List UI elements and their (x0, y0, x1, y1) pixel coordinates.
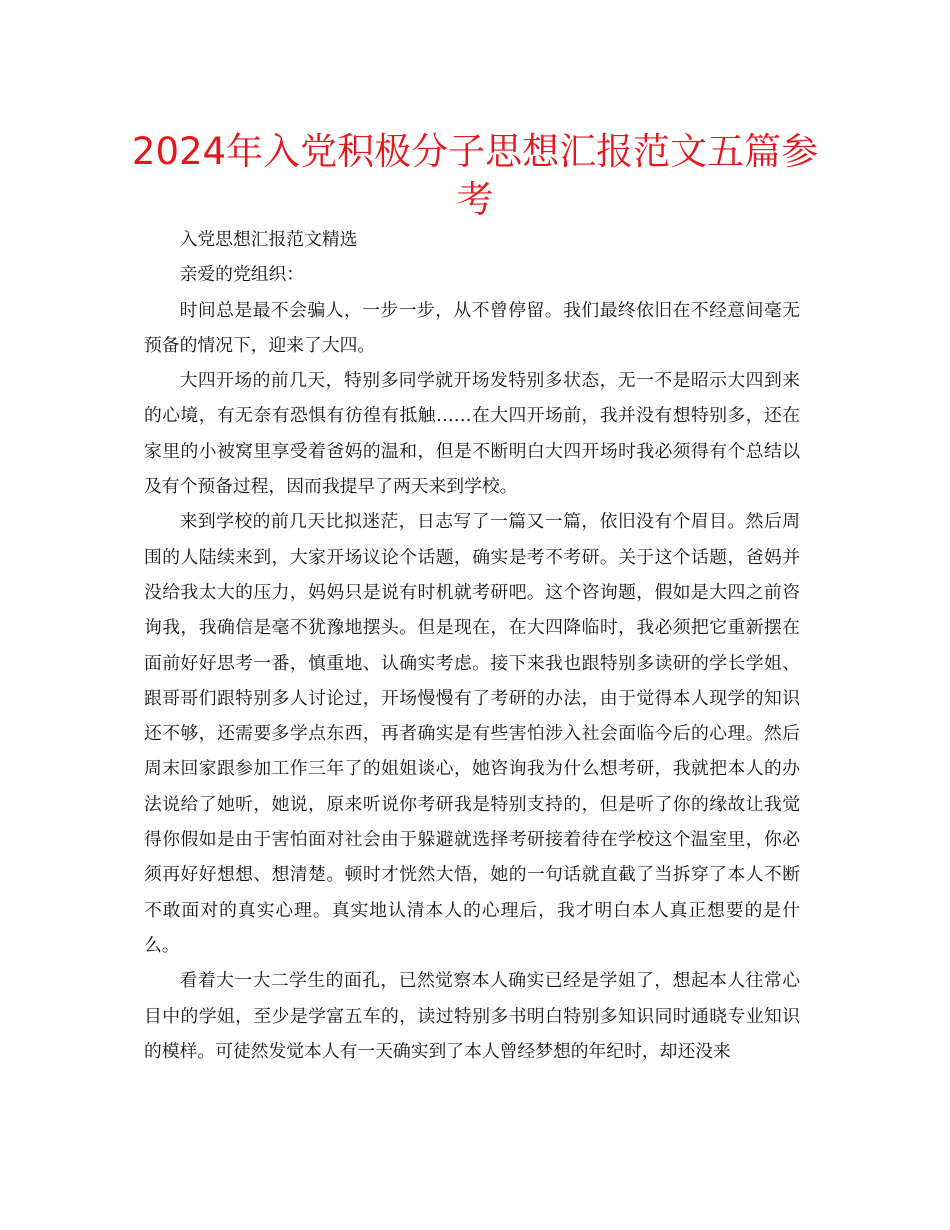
paragraph: 来到学校的前几天比拟迷茫，日志写了一篇又一篇，依旧没有个眉目。然后周围的人陆续来到，大家开场议论个话题，确实是考不考研。关于这个话题，爸妈并没给我太大的压力，妈妈只是说有时机就考研吧。这个咨询题，假如是大四之前咨询我，我确信是毫不犹豫地摆头。但是现在，在大四降临时，我必须把它重新摆在面前好好思考一番，慎重地、认确实考虑。接下来我也跟特别多读研的学长学姐、跟哥哥们跟特别多人讨论过，开场慢慢有了考研的办法，由于觉得本人现学的知识还不够，还需要多学点东西，再者确实是有些害怕涉入社会面临今后的心理。然后周末回家跟参加工作三年了的姐姐谈心，她咨询我为什么想考研，我就把本人的办法说给了她听，她说，原来听说你考研我是特别支持的，但是听了你的缘故让我觉得你假如是由于害怕面对社会由于躲避就选择考研接着待在学校这个温室里，你必须再好好想想、想清楚。顿时才恍然大悟，她的一句话就直截了当拆穿了本人不断不敢面对的真实心理。真实地认清本人的心理后，我才明白本人真正想要的是什么。 (144, 511, 800, 956)
subtitle-line: 入党思想汇报范文精选 (179, 229, 358, 250)
paragraph: 看着大一大二学生的面孔，已然觉察本人确实已经是学姐了，想起本人往常心目中的学姐，至少是学富五车的，读过特别多书明白特别多知识同时通晓专业知识的模样。可徒然发觉本人有一天确实到了本人曾经梦想的年纪时，却还没来 (144, 970, 800, 1062)
salutation: 亲爱的党组织： (179, 264, 305, 286)
paragraph: 时间总是最不会骗人，一步一步，从不曾停留。我们最终依旧在不经意间毫无预备的情况下，迎来了大四。 (144, 299, 800, 356)
document-body (144, 222, 800, 1069)
document-title: 2024年入党积极分子思想汇报范文五篇参考 (131, 130, 819, 221)
paragraph: 大四开场的前几天，特别多同学就开场发特别多状态，无一不是昭示大四到来的心境，有无奈有恐惧有彷徨有抵触……在大四开场前，我并没有想特别多，还在家里的小被窝里享受着爸妈的温和，但是不断明白大四开场时我必须得有个总结以及有个预备过程，因而我提早了两天来到学校。 (144, 370, 800, 498)
